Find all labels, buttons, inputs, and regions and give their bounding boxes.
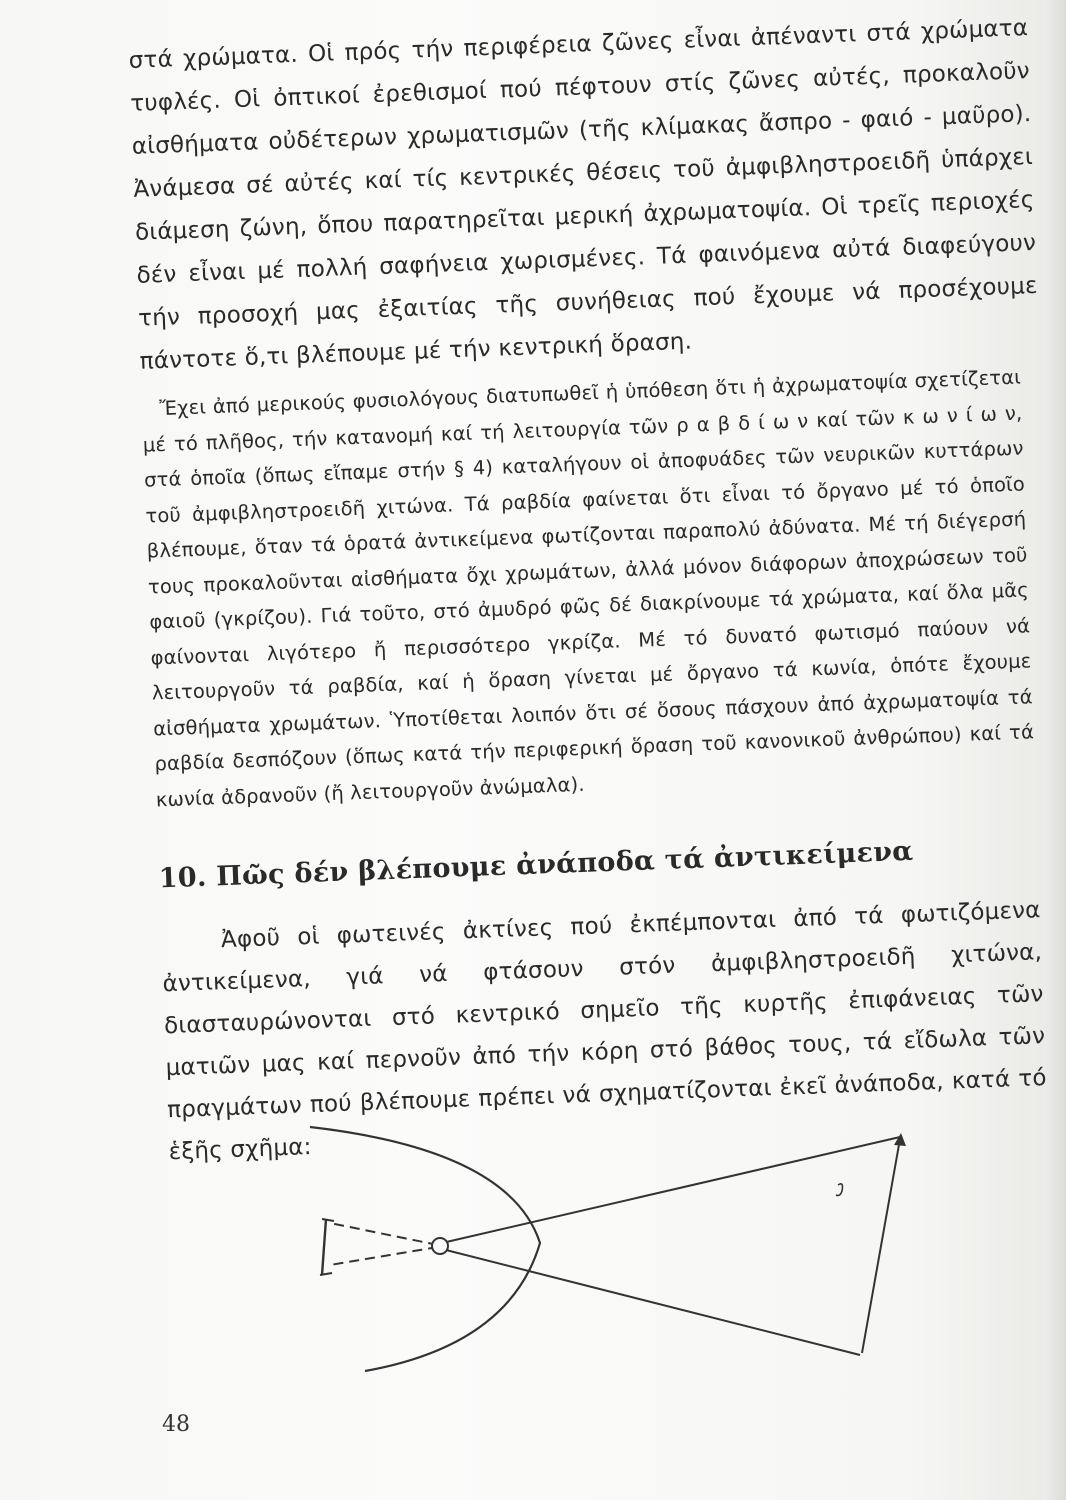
pupil-circle: [432, 1238, 448, 1254]
text-block: [128, 7, 1066, 1173]
dashed-ray-upper: [330, 1223, 438, 1245]
retina-image-top: [322, 1219, 334, 1221]
section-heading: 10. Πῶς δέν βλέπουμε ἀνάποδα τά ἀντικείμενα: [158, 835, 914, 895]
inverted-image-diagram: [300, 1115, 940, 1385]
ray-lower: [442, 1249, 860, 1355]
page-number: 48: [162, 1412, 190, 1437]
paragraph-2: Ἔχει ἀπό μερικούς φυσιολόγους διατυπωθεῖ ἡ ὑπόθεση ὅτι ἡ ἀχρωματοψία σχετίζεται μέ τό πλῆθος, τήν κατανομή καί τή λειτουργία τῶν ρ α β δ ί ω ν καί τῶν κ ω ν ί ω ν, στά ὁποῖα (ὅπως εἴπαμε στήν § 4) καταλήγουν οἱ ἀποφυάδες τῶν νευρικῶν κυττάρων τοῦ ἀμφιβληστροειδῆ χιτώνα. Τά ραβδία φαίνεται ὅτι εἶναι τό ὄργανο μέ τό ὁποῖο βλέπουμε, ὅταν τά ὁρατά ἀντικείμενα φωτίζονται παραπολύ ἀδύνατα. Μέ τή διέγερσή τους προκαλοῦνται αἰσθήματα ὄχι χρωμάτων, ἀλλά μόνον διάφορων ἀποχρώσεων τοῦ φαιοῦ (γκρίζου). Γιά τοῦτο, στό ἀμυδρό φῶς δέ διακρίνουμε τά χρώματα, καί ὅλα μᾶς φαίνονται λιγότερο ἤ περισσότερο γκρίζα. Μέ τό δυνατό φωτισμό παύουν νά λειτουργοῦν τά ραβδία, καί ἡ ὅραση γίνεται μέ ὄργανο τά κωνία, ὁπότε ἔχουμε αἰσθήματα χρωμάτων. Ὑποτίθεται λοιπόν ὅτι σέ ὅσους πάσχουν ἀπό ἀχρωματοψία τά ραβδία δεσπόζουν (ὅπως κατά τήν περιφερική ὅραση τοῦ κανονικοῦ ἀνθρώπου) καί τά κωνία ἀδρανοῦν (ἤ λειτουργοῦν ἀνώμαλα).: [142, 365, 1035, 811]
eye-arc: [310, 1127, 540, 1371]
object-arrow-shaft: [862, 1139, 900, 1353]
object-mark: [836, 1184, 843, 1196]
object-arrowhead: [894, 1133, 906, 1146]
paragraph-1: στά χρώματα. Οἱ πρός τήν περιφέρεια ζῶνες εἶναι ἀπέναντι στά χρώματα τυφλές. Οἱ ὀπτικοί ἐρεθισμοί πού πέφτουν στίς ζῶνες αὐτές, προκαλοῦν αἰσθήματα οὐδέτερων χρωματισμῶν (τῆς κλίμακας ἄσπρο - φαιό - μαῦρο). Ἀνάμεσα σέ αὐτές καί τίς κεντρικές θέσεις τοῦ ἀμφιβληστροειδῆ ὑπάρχει διάμεση ζώνη, ὅπου παρατηρεῖται μερική ἀχρωματοψία. Οἱ τρεῖς περιοχές δέν εἶναι μέ πολλή σαφήνεια χωρισμένες. Τά φαινόμενα αὐτά διαφεύγουν τήν προσοχή μας ἐξαιτίας τῆς συνήθειας πού ἔχουμε νά προσέχουμε πάντοτε ὅ,τι βλέπουμε μέ τήν κεντρική ὅραση.: [128, 15, 1039, 375]
dashed-ray-lower: [330, 1247, 438, 1265]
ray-upper: [442, 1137, 900, 1243]
paragraph-3: Ἀφοῦ οἱ φωτεινές ἀκτίνες πού ἐκπέμπονται ἀπό τά φωτιζόμενα ἀντικείμενα, γιά νά φτάσουν στόν ἀμφιβληστροειδῆ χιτώνα, διασταυρώνονται στό κεντρικό σημεῖο τῆς κυρτῆς ἐπιφάνειας τῶν ματιῶν μας καί περνοῦν ἀπό τήν κόρη στό βάθος τους, τά εἴδωλα τῶν πραγμάτων πού βλέπουμε πρέπει νά σχηματίζονται ἐκεῖ ἀνάποδα, κατά τό ἑξῆς σχῆμα:: [162, 897, 1048, 1166]
retina-image: [322, 1219, 326, 1275]
